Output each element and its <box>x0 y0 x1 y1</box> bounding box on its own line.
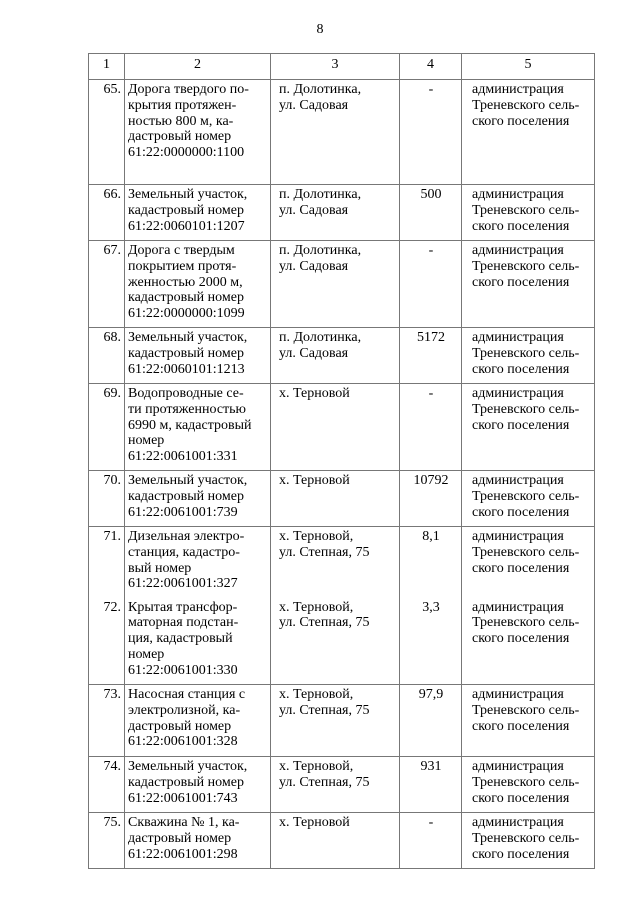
object-location: п. Долотинка, ул. Садовая <box>271 185 400 241</box>
header-col-3: 3 <box>271 54 400 80</box>
object-name: Дорога с твердым покрытием протя- женностью 2000 м, кадастровый номер 61:22:0000000:1099 <box>125 241 271 328</box>
property-table <box>88 53 595 869</box>
object-value: 10792 <box>400 471 462 527</box>
object-value: 97,9 <box>400 685 462 757</box>
row-number: 69. <box>89 384 125 471</box>
object-value: - <box>400 813 462 869</box>
object-name: Насосная станция с электролизной, ка- дастровый номер 61:22:0061001:328 <box>125 685 271 757</box>
object-owner: администрация Треневского сель- ского поселения <box>462 328 595 384</box>
object-value: - <box>400 241 462 328</box>
header-col-1: 1 <box>89 54 125 80</box>
row-number: 71. <box>89 527 125 598</box>
object-value: 500 <box>400 185 462 241</box>
object-location: п. Долотинка, ул. Садовая <box>271 241 400 328</box>
object-value: - <box>400 384 462 471</box>
object-name: Земельный участок, кадастровый номер 61:22:0060101:1207 <box>125 185 271 241</box>
table-row <box>89 471 595 527</box>
table-row <box>89 80 595 185</box>
row-number: 75. <box>89 813 125 869</box>
object-name: Дорога твердого по- крытия протяжен- ностью 800 м, ка- дастровый номер 61:22:0000000:1100 <box>125 80 271 185</box>
object-owner: администрация Треневского сель- ского поселения <box>462 685 595 757</box>
row-number: 67. <box>89 241 125 328</box>
object-owner: администрация Треневского сель- ского поселения <box>462 598 595 685</box>
object-name: Земельный участок, кадастровый номер 61:22:0060101:1213 <box>125 328 271 384</box>
row-number: 72. <box>89 598 125 685</box>
object-value: 5172 <box>400 328 462 384</box>
table-row <box>89 757 595 813</box>
header-col-2: 2 <box>125 54 271 80</box>
row-number: 66. <box>89 185 125 241</box>
object-owner: администрация Треневского сель- ского поселения <box>462 757 595 813</box>
header-col-4: 4 <box>400 54 462 80</box>
object-location: х. Терновой, ул. Степная, 75 <box>271 527 400 598</box>
object-location: х. Терновой <box>271 813 400 869</box>
object-location: п. Долотинка, ул. Садовая <box>271 328 400 384</box>
object-name: Скважина № 1, ка- дастровый номер 61:22:0061001:298 <box>125 813 271 869</box>
row-number: 68. <box>89 328 125 384</box>
object-name: Водопроводные се- ти протяженностью 6990 м, кадастровый номер 61:22:0061001:331 <box>125 384 271 471</box>
object-owner: администрация Треневского сель- ского поселения <box>462 527 595 598</box>
table-row <box>89 384 595 471</box>
object-owner: администрация Треневского сель- ского поселения <box>462 384 595 471</box>
table-row <box>89 185 595 241</box>
table-row <box>89 527 595 598</box>
row-number: 65. <box>89 80 125 185</box>
object-name: Земельный участок, кадастровый номер 61:22:0061001:739 <box>125 471 271 527</box>
object-value: - <box>400 80 462 185</box>
table-row <box>89 241 595 328</box>
table-row <box>89 328 595 384</box>
row-number: 70. <box>89 471 125 527</box>
page-number: 8 <box>316 22 324 37</box>
object-location: х. Терновой, ул. Степная, 75 <box>271 757 400 813</box>
table-row <box>89 813 595 869</box>
row-number: 73. <box>89 685 125 757</box>
object-location: п. Долотинка, ул. Садовая <box>271 80 400 185</box>
row-number: 74. <box>89 757 125 813</box>
object-location: х. Терновой, ул. Степная, 75 <box>271 685 400 757</box>
object-value: 8,1 <box>400 527 462 598</box>
table-header-row <box>89 54 595 80</box>
object-value: 931 <box>400 757 462 813</box>
object-name: Земельный участок, кадастровый номер 61:22:0061001:743 <box>125 757 271 813</box>
table-row <box>89 598 595 685</box>
object-location: х. Терновой <box>271 471 400 527</box>
object-owner: администрация Треневского сель- ского поселения <box>462 471 595 527</box>
object-name: Дизельная электро- станция, кадастро- вый номер 61:22:0061001:327 <box>125 527 271 598</box>
object-owner: администрация Треневского сель- ского поселения <box>462 80 595 185</box>
object-owner: администрация Треневского сель- ского поселения <box>462 241 595 328</box>
object-location: х. Терновой <box>271 384 400 471</box>
object-value: 3,3 <box>400 598 462 685</box>
object-owner: администрация Треневского сель- ского поселения <box>462 185 595 241</box>
header-col-5: 5 <box>462 54 595 80</box>
object-owner: администрация Треневского сель- ского поселения <box>462 813 595 869</box>
object-location: х. Терновой, ул. Степная, 75 <box>271 598 400 685</box>
object-name: Крытая трансфор- маторная подстан- ция, кадастровый номер 61:22:0061001:330 <box>125 598 271 685</box>
table-row <box>89 685 595 757</box>
